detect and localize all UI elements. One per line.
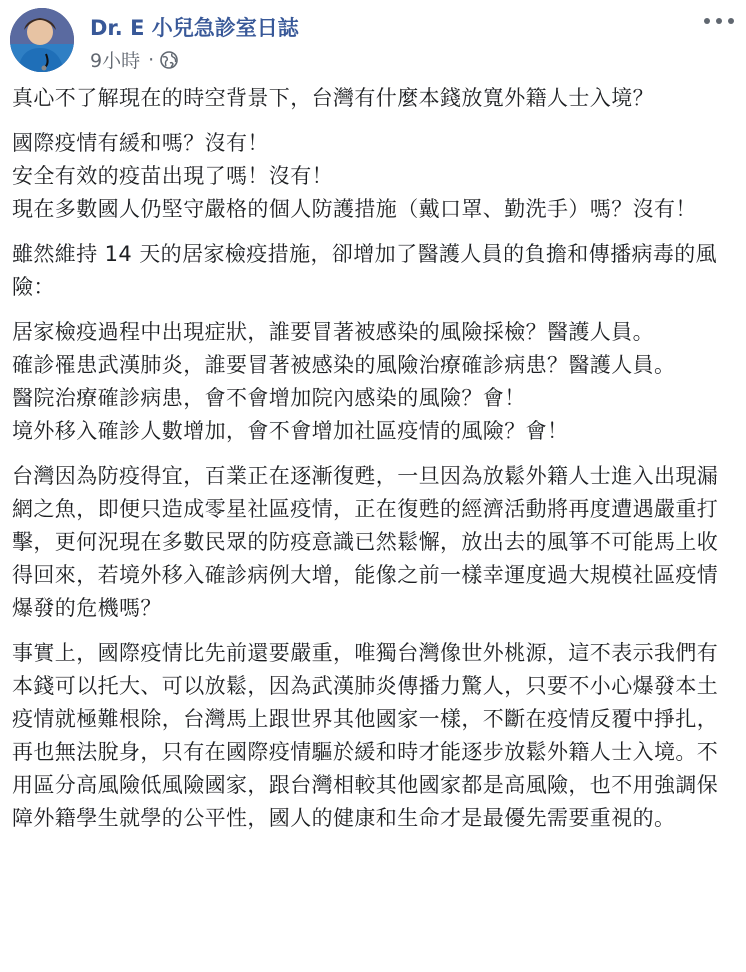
- globe-icon[interactable]: [160, 51, 178, 69]
- post-paragraph: 國際疫情有緩和嗎？沒有！ 安全有效的疫苗出現了嗎！沒有！ 現在多數國人仍堅守嚴格的個人防護措施（戴口罩、勤洗手）嗎？沒有！: [12, 131, 697, 221]
- post-paragraph: 雖然維持 14 天的居家檢疫措施，卻增加了醫護人員的負擔和傳播病毒的風險：: [12, 242, 718, 299]
- meta-separator: ·: [148, 48, 155, 71]
- more-options-icon[interactable]: [704, 14, 734, 28]
- post-timestamp[interactable]: 9小時: [90, 50, 141, 72]
- more-dot: [704, 18, 710, 24]
- avatar-image: [10, 8, 74, 72]
- more-dot: [716, 18, 722, 24]
- post-paragraph: 事實上，國際疫情比先前還要嚴重，唯獨台灣像世外桃源，這不表示我們有本錢可以托大、可以放鬆，因為武漢肺炎傳播力驚人，只要不小心爆發本土疫情就極難根除，台灣馬上跟世界其他國家一樣，不斷在疫情反覆中掙扎，再也無法脫身，只有在國際疫情驅於緩和時才能逐步放鬆外籍人士入境。不用區分高風險低風險國家，跟台灣相較其他國家都是高風險，也不用強調保障外籍學生就學的公平性，國人的健康和生命才是最優先需要重視的。: [12, 641, 719, 830]
- page-name[interactable]: Dr. E 小兒急診室日誌: [90, 16, 299, 40]
- post-body: [12, 82, 730, 847]
- post-paragraph: 台灣因為防疫得宜，百業正在逐漸復甦，一旦因為放鬆外籍人士進入出現漏網之魚，即便只造成零星社區疫情，正在復甦的經濟活動將再度遭遇嚴重打擊，更何況現在多數民眾的防疫意識已然鬆懈，放出去的風箏不可能馬上收得回來，若境外移入確診病例大增，能像之前一樣幸運度過大規模社區疫情爆發的危機嗎？: [12, 464, 719, 620]
- post-header: [0, 0, 746, 80]
- more-dot: [728, 18, 734, 24]
- post-paragraph: 居家檢疫過程中出現症狀，誰要冒著被感染的風險採檢？醫護人員。 確診罹患武漢肺炎，誰要冒著被感染的風險治療確診病患？醫護人員。 醫院治療確診病患，會不會增加院內感染的風險？會！ 境外移入確診人數增加，會不會增加社區疫情的風險？會！: [12, 320, 676, 443]
- post-paragraph: 真心不了解現在的時空背景下，台灣有什麼本錢放寬外籍人士入境？: [12, 86, 654, 110]
- avatar[interactable]: [10, 8, 74, 72]
- post-meta: [90, 46, 178, 73]
